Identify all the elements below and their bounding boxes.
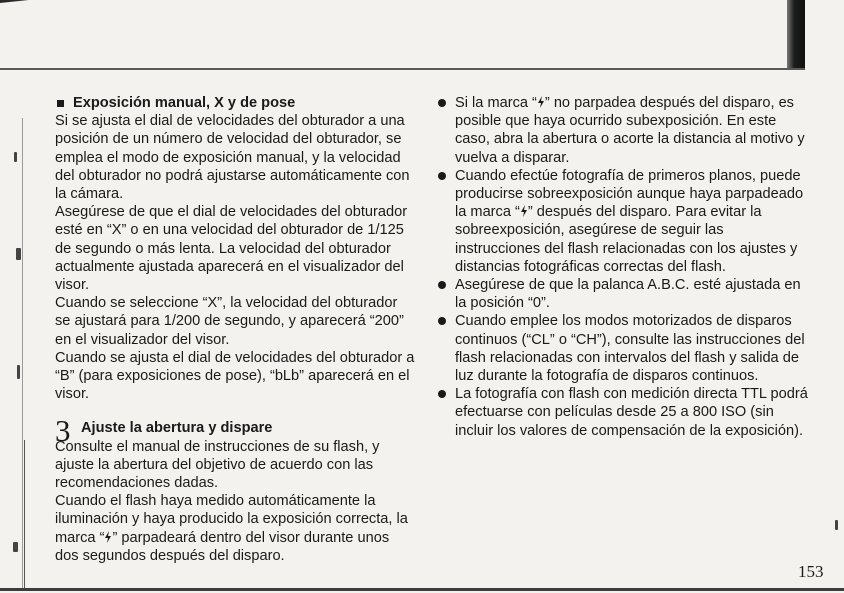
note-item	[438, 94, 808, 167]
note-item	[438, 312, 808, 385]
step-number: 3	[55, 413, 71, 449]
scan-speck	[835, 520, 838, 530]
scan-speck	[13, 542, 18, 552]
scan-speck	[16, 248, 21, 260]
left-margin-rule-lower	[24, 440, 25, 590]
flash-ready-icon	[520, 205, 528, 217]
note-text: La fotografía con flash con medición directa TTL podrá efectuarse con películas desde 25 a 800 ISO (sin incluir los valores de compensación de la exposición).	[455, 386, 808, 439]
square-bullet-icon	[57, 100, 64, 107]
bottom-page-rule	[0, 588, 844, 591]
scan-artifact-right-edge	[787, 0, 805, 68]
note-text: ” después del disparo. Para evitar la sobreexposición, asegúrese de seguir las instrucciones del flash relacionadas con los ajustes y distancias fotográficas correctas del flash.	[455, 204, 798, 275]
flash-ready-icon	[537, 96, 545, 108]
note-text: Cuando efectúe fotografía de primeros planos, puede producirse sobreexposición aunque haya parpadeado la marca “	[455, 167, 804, 221]
section-title: Exposición manual, X y de pose	[73, 95, 296, 111]
section-paragraph: Si se ajusta el dial de velocidades del obturador a una posición de un número de velocidad del obturador, se emplea el modo de exposición manual, y la velocidad del obturador no podrá ajustarse automáticamente con la cámara.	[55, 113, 410, 203]
left-margin-rule	[22, 118, 23, 588]
page-number: 153	[798, 562, 824, 581]
notes-list	[438, 94, 808, 440]
section-paragraph: Cuando se ajusta el dial de velocidades del obturador a “B” (para exposiciones de pose), “bLb” aparecerá en el visor.	[55, 349, 415, 403]
left-column	[55, 94, 415, 565]
step-text-before-mark: Cuando el flash haya medido automáticamente la iluminación y haya producido la exposición correcta, la marca “	[55, 493, 408, 546]
note-item	[438, 385, 808, 440]
step-paragraph-flash	[55, 492, 415, 565]
scan-speck	[17, 365, 20, 379]
step-block	[55, 413, 415, 565]
note-text: Asegúrese de que la palanca A.B.C. esté ajustada en la posición “0”.	[455, 277, 801, 312]
scan-artifact-top-left	[0, 0, 30, 3]
note-text: Cuando emplee los modos motorizados de disparos continuos (“CL” o “CH”), consulte las instrucciones del flash relacionadas con intervalos del flash y salida de luz durante la fotografía de disparos continuos.	[455, 313, 805, 385]
section-heading	[55, 94, 415, 112]
note-text: Si la marca “	[455, 95, 537, 111]
section-paragraph: Asegúrese de que el dial de velocidades del obturador esté en “X” o en una velocidad del obturador de 1/125 de segundo o más lenta. La velocidad del obturador actualmente ajustada aparecerá en el visualizador del visor.	[55, 204, 408, 294]
right-column	[438, 94, 808, 440]
scan-speck	[14, 152, 17, 162]
top-page-rule	[0, 68, 805, 70]
step-text-after-mark: ” parpadeará dentro del visor durante unos dos segundos después del disparo.	[55, 529, 390, 564]
step-title: Ajuste la abertura y dispare	[81, 420, 273, 437]
section-paragraph: Cuando se seleccione “X”, la velocidad del obturador se ajustará para 1/200 de segundo, y aparecerá “200” en el visualizador del visor.	[55, 295, 404, 348]
step-paragraph: Consulte el manual de instrucciones de su flash, y ajuste la abertura del objetivo de acuerdo con las recomendaciones dadas.	[55, 438, 380, 492]
note-item	[438, 167, 808, 276]
note-item	[438, 276, 808, 312]
note-text: ” no parpadea después del disparo, es posible que haya ocurrido subexposición. En este caso, abra la abertura o acorte la distancia al motivo y vuelva a disparar.	[455, 95, 805, 166]
